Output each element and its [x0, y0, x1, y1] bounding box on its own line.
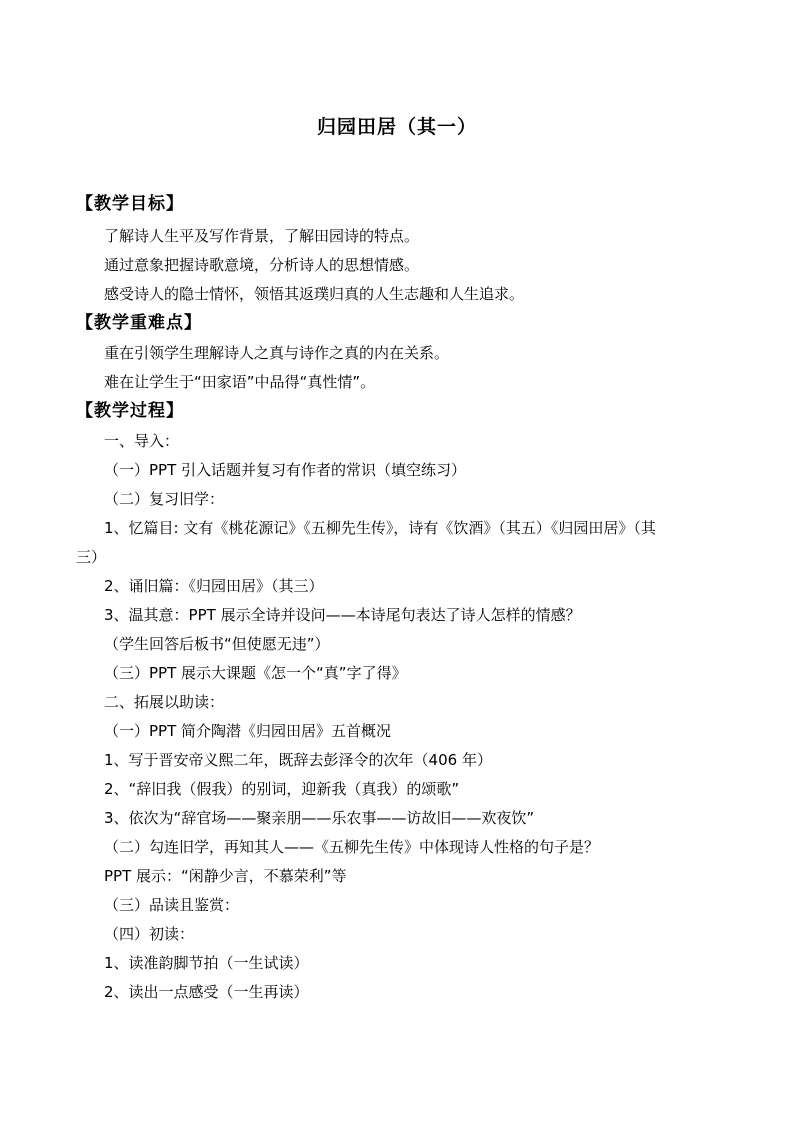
section-heading-goals: 【教学目标】	[76, 194, 184, 214]
process-line: 二、拓展以助读：	[104, 693, 225, 711]
goal-item: 感受诗人的隐士情怀，领悟其返璞归真的人生志趣和人生追求。	[104, 285, 525, 303]
process-line: 1、读准韵脚节拍（一生试读）	[104, 954, 309, 972]
process-line: （二）勾连旧学，再知其人——《五柳先生传》中体现诗人性格的句子是？	[104, 838, 600, 856]
process-line: 2、读出一点感受（一生再读）	[104, 983, 309, 1001]
goal-item: 了解诗人生平及写作背景，了解田园诗的特点。	[104, 227, 420, 245]
process-line: 2、诵旧篇：《归园田居》（其三）	[104, 577, 324, 595]
process-line: 3、依次为“辞官场——聚亲朋——乐农事——访故旧——欢夜饮”	[104, 809, 535, 827]
key-point-item: 难在让学生于“田家语”中品得“真性情”。	[104, 373, 376, 391]
process-line: （三）PPT 展示大课题《怎一个“真”字了得》	[104, 664, 407, 682]
section-heading-process: 【教学过程】	[76, 401, 184, 421]
process-line: （二）复习旧学：	[104, 490, 225, 508]
process-line: 1、忆篇目: 文有《桃花源记》《五柳先生传》，诗有《饮酒》（其五）《归园田居》（其	[104, 519, 656, 537]
process-line: 三）	[76, 548, 107, 566]
process-line: PPT 展示：“闲静少言，不慕荣利”等	[104, 867, 347, 885]
process-line: （一）PPT 引入话题并复习有作者的常识（填空练习）	[104, 461, 467, 479]
process-line: 2、“辞旧我（假我）的别词，迎新我（真我）的颂歌”	[104, 780, 460, 798]
process-line: （四）初读：	[104, 925, 195, 943]
section-heading-key-points: 【教学重难点】	[76, 313, 202, 333]
process-line: （学生回答后板书“但使愿无违”）	[104, 635, 330, 653]
process-line: 一、导入：	[104, 432, 180, 450]
goal-item: 通过意象把握诗歌意境，分析诗人的思想情感。	[104, 256, 420, 274]
process-line: （三）品读且鉴赏：	[104, 896, 240, 914]
document-title: 归园田居（其一）	[316, 116, 477, 138]
process-line: （一）PPT 简介陶潜《归园田居》五首概况	[104, 722, 392, 740]
process-line: 3、温其意：PPT 展示全诗并设问——本诗尾句表达了诗人怎样的情感？	[104, 606, 581, 624]
process-line: 1、写于晋安帝义熙二年，既辞去彭泽令的次年（406 年）	[104, 751, 492, 769]
key-point-item: 重在引领学生理解诗人之真与诗作之真的内在关系。	[104, 344, 450, 362]
